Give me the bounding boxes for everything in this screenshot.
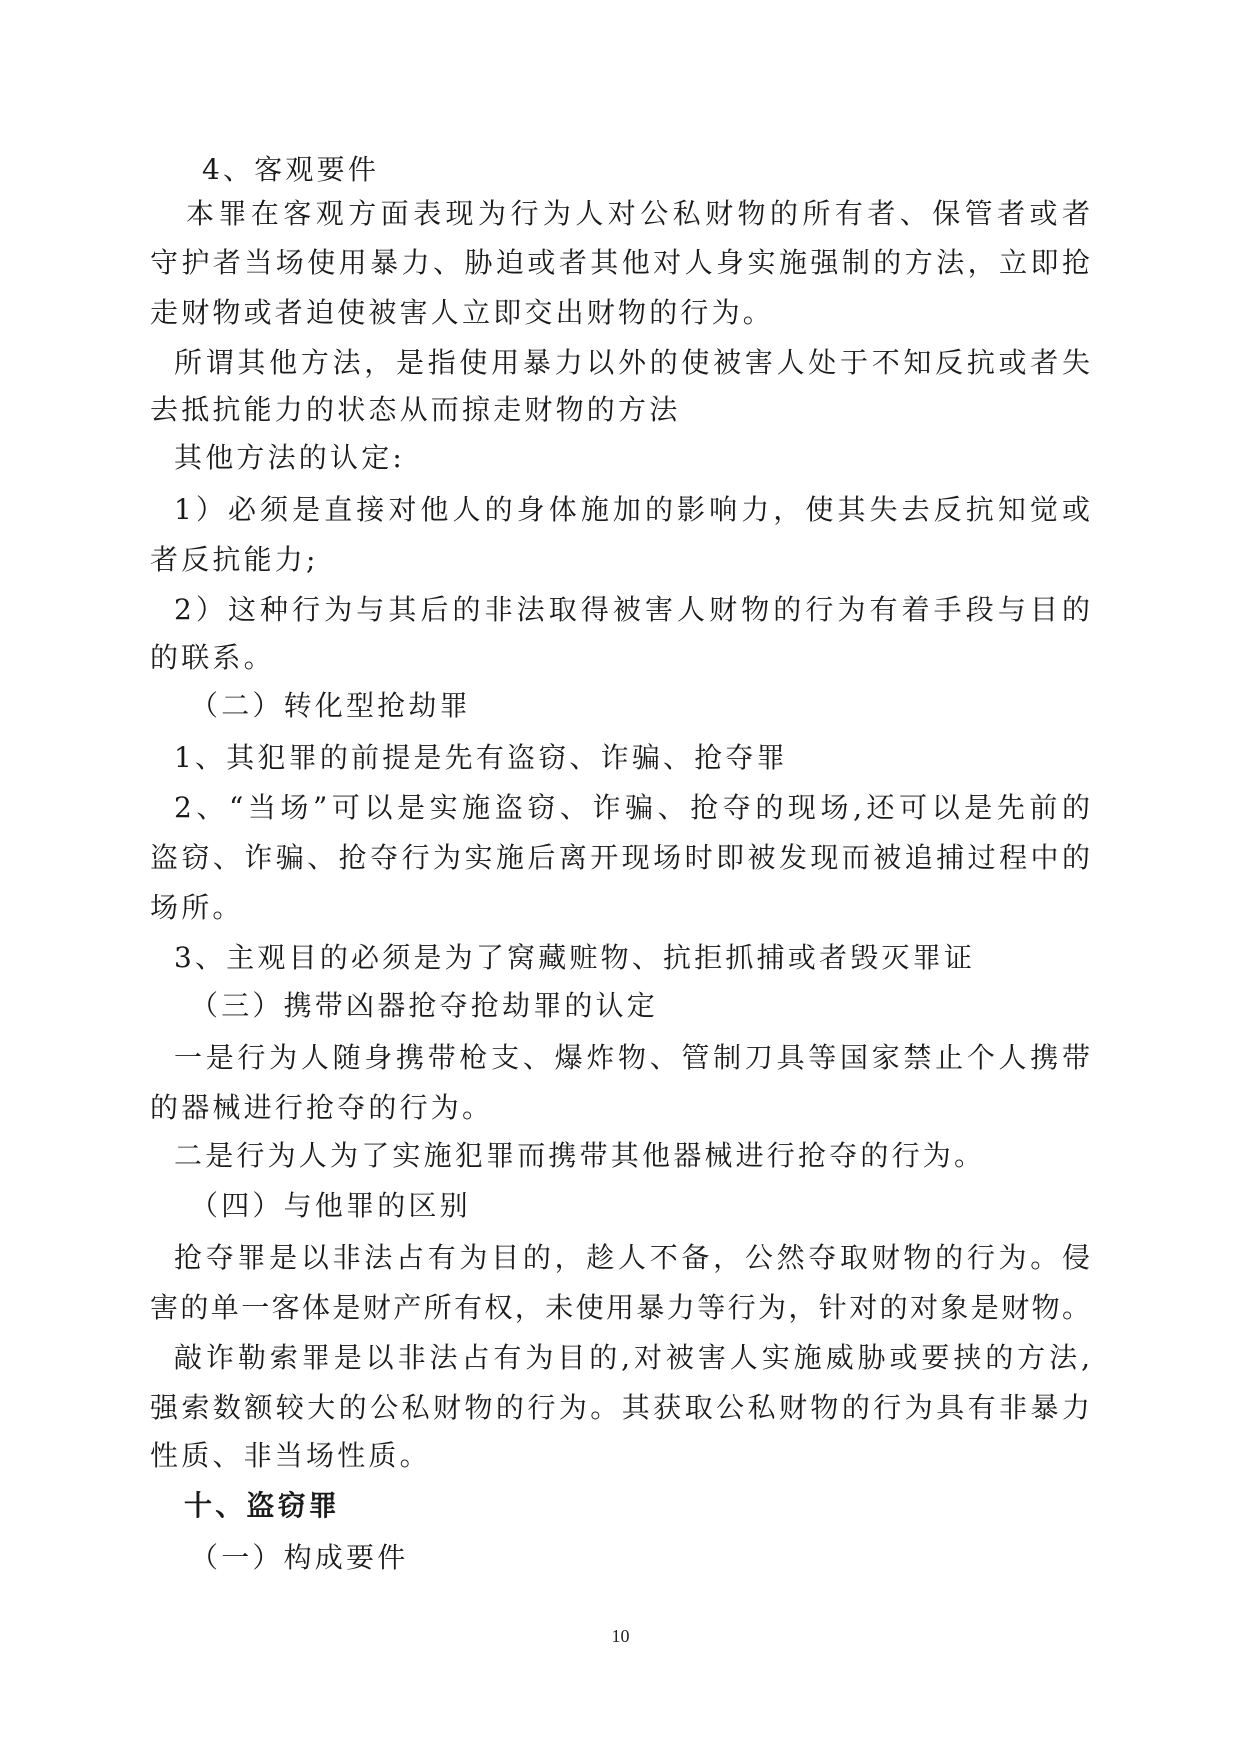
paragraph-line: 强索数额较大的公私财物的行为。其获取公私财物的行为具有非暴力 bbox=[150, 1391, 1090, 1424]
paragraph-line: 盗窃、诈骗、抢夺行为实施后离开现场时即被发现而被追捕过程中的 bbox=[150, 841, 1090, 874]
paragraph-line: 走财物或者迫使被害人立即交出财物的行为。 bbox=[150, 296, 775, 329]
paragraph-line: 4、客观要件 bbox=[202, 153, 380, 186]
paragraph-line: 抢夺罪是以非法占有为目的，趁人不备，公然夺取财物的行为。侵 bbox=[174, 1241, 1090, 1274]
paragraph-line: 的器械进行抢夺的行为。 bbox=[150, 1091, 494, 1124]
paragraph-line: 害的单一客体是财产所有权，未使用暴力等行为，针对的对象是财物。 bbox=[150, 1291, 1090, 1324]
paragraph-line: 一是行为人随身携带枪支、爆炸物、管制刀具等国家禁止个人携带 bbox=[174, 1041, 1090, 1074]
paragraph-line: 者反抗能力; bbox=[150, 543, 319, 576]
paragraph-line: 本罪在客观方面表现为行为人对公私财物的所有者、保管者或者 bbox=[186, 197, 1090, 230]
paragraph-line: 3、主观目的必须是为了窝藏赃物、抗拒抓捕或者毁灭罪证 bbox=[174, 941, 976, 974]
page-number: 10 bbox=[611, 1626, 630, 1646]
paragraph-line: 其他方法的认定: bbox=[174, 441, 406, 474]
paragraph-line: 的联系。 bbox=[150, 641, 275, 674]
section-heading: （四）与他罪的区别 bbox=[190, 1189, 471, 1222]
section-heading: （一）构成要件 bbox=[190, 1541, 409, 1574]
paragraph-line: 守护者当场使用暴力、胁迫或者其他对人身实施强制的方法，立即抢 bbox=[150, 246, 1090, 279]
paragraph-line: 二是行为人为了实施犯罪而携带其他器械进行抢夺的行为。 bbox=[174, 1139, 986, 1172]
paragraph-line: 敲诈勒索罪是以非法占有为目的,对被害人实施威胁或要挟的方法, bbox=[174, 1341, 1090, 1374]
paragraph-line: 场所。 bbox=[150, 891, 244, 924]
paragraph-line: 2）这种行为与其后的非法取得被害人财物的行为有着手段与目的 bbox=[174, 593, 1090, 626]
paragraph-line: 1、其犯罪的前提是先有盗窃、诈骗、抢夺罪 bbox=[174, 741, 788, 774]
chapter-heading: 十、盗窃罪 bbox=[184, 1489, 341, 1522]
paragraph-line: 所谓其他方法，是指使用暴力以外的使被害人处于不知反抗或者失 bbox=[174, 346, 1090, 379]
section-heading: （三）携带凶器抢夺抢劫罪的认定 bbox=[190, 989, 659, 1022]
paragraph-line: 1）必须是直接对他人的身体施加的影响力，使其失去反抗知觉或 bbox=[174, 493, 1090, 526]
paragraph-line: 去抵抗能力的状态从而掠走财物的方法 bbox=[150, 393, 681, 426]
section-heading: （二）转化型抢劫罪 bbox=[190, 689, 471, 722]
paragraph-line: 性质、非当场性质。 bbox=[150, 1439, 431, 1472]
paragraph-line: 2、“当场”可以是实施盗窃、诈骗、抢夺的现场,还可以是先前的 bbox=[174, 791, 1090, 824]
